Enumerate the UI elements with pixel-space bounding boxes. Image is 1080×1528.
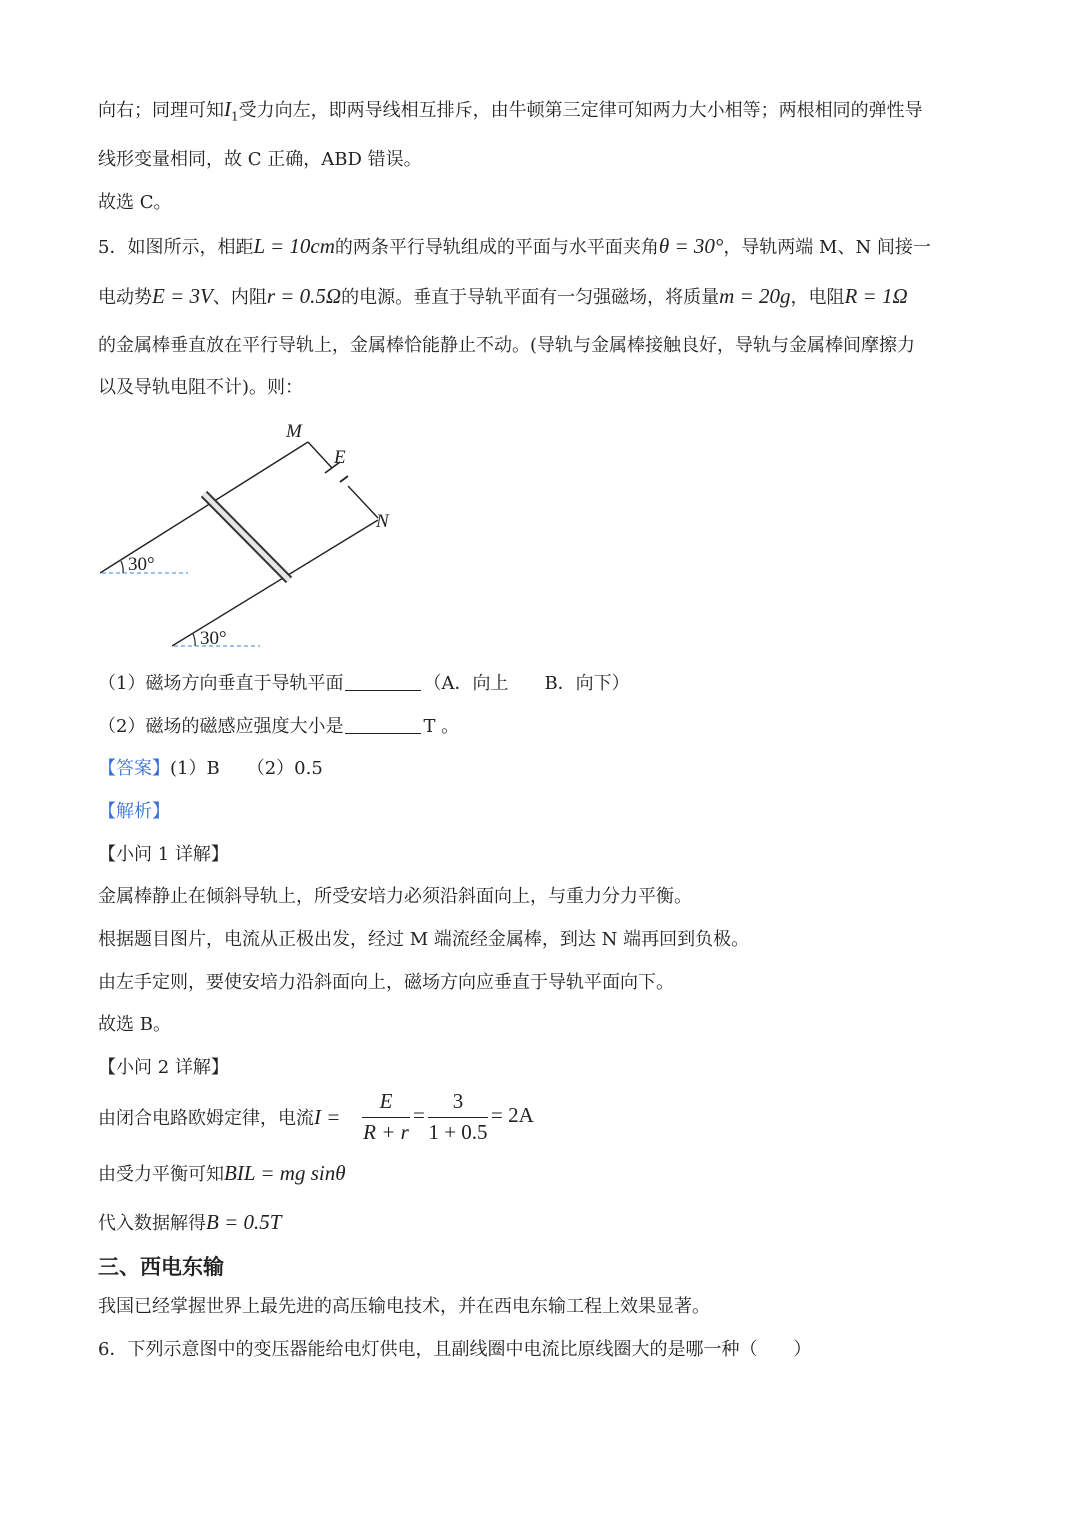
- text-line-1: [98, 96, 923, 130]
- question-5-line-2: [98, 283, 908, 311]
- detail-2-heading: 【小问 2 详解】: [98, 1057, 229, 1078]
- math-expr: R = 1Ω: [844, 284, 908, 308]
- answer-line: [98, 756, 323, 782]
- text-segment: T 。: [423, 716, 460, 737]
- text-segment: （1）磁场方向垂直于导轨平面: [98, 673, 344, 694]
- label-N: N: [376, 511, 389, 532]
- math-expr: θ = 30°: [658, 234, 724, 258]
- text-segment: 、内阻: [212, 287, 267, 308]
- detail-1-line-3: 由左手定则，要使安培力沿斜面向上，磁场方向应垂直于导轨平面向下。: [98, 972, 674, 993]
- incline-rail-diagram: [96, 418, 406, 658]
- math-expr: BIL = mg sinθ: [224, 1161, 346, 1185]
- wire-N: [348, 486, 378, 518]
- detail-2-line-2: [98, 1160, 346, 1188]
- wire-M: [308, 442, 332, 468]
- text-segment: 由受力平衡可知: [98, 1164, 224, 1185]
- text-segment: （A．向上 B．向下）: [423, 673, 630, 694]
- angle-label-bottom: 30°: [200, 628, 227, 649]
- text-segment: ，导轨两端 M、N 间接一: [723, 237, 931, 258]
- text-segment: ，电阻: [790, 287, 845, 308]
- metal-rod-inner: [204, 494, 289, 580]
- text-segment: 的两条平行导轨组成的平面与水平面夹角: [334, 237, 659, 258]
- subscript: 1: [231, 109, 239, 124]
- text-segment: 5．如图所示，相距: [98, 237, 254, 258]
- answer-tag: 【答案】: [98, 758, 170, 779]
- angle-arc-top: [121, 561, 123, 573]
- angle-arc-bottom: [193, 634, 195, 646]
- question-6: 6．下列示意图中的变压器能给电灯供电，且副线圈中电流比原线圈大的是哪一种（ ）: [98, 1339, 812, 1360]
- question-5-line-3: 的金属棒垂直放在平行导轨上，金属棒恰能静止不动。(导轨与金属棒接触良好，导轨与金属棒间摩擦力: [98, 335, 916, 356]
- text-segment: 受力向左，即两导线相互排斥，由牛顿第三定律可知两力大小相等；两根相同的弹性导: [238, 100, 923, 121]
- text-line-2: 线形变量相同，故 C 正确，ABD 错误。: [98, 149, 422, 170]
- answer-blank: [345, 715, 421, 734]
- analysis-tag: 【解析】: [98, 801, 170, 822]
- math-expr: I =: [314, 1105, 341, 1129]
- equals-sign: =: [413, 1103, 425, 1127]
- detail-2-line-3: [98, 1209, 281, 1237]
- fraction-denominator: 1 + 0.5: [428, 1120, 488, 1144]
- text-segment: 的电源。垂直于导轨平面有一匀强磁场，将质量: [341, 287, 720, 308]
- label-E: E: [334, 447, 346, 468]
- answer-text: (1）B （2）0.5: [170, 758, 323, 779]
- math-expr: r = 0.5Ω: [266, 284, 342, 308]
- text-segment: 由闭合电路欧姆定律，电流: [98, 1108, 314, 1129]
- math-symbol: I: [224, 97, 231, 121]
- math-expr: E = 3V: [152, 284, 213, 308]
- section-intro: 我国已经掌握世界上最先进的高压输电技术，并在西电东输工程上效果显著。: [98, 1296, 710, 1317]
- label-M: M: [286, 421, 302, 442]
- math-expr: L = 10cm: [253, 234, 335, 258]
- section-title: 三、西电东输: [98, 1255, 224, 1279]
- detail-1-heading: 【小问 1 详解】: [98, 844, 229, 865]
- fraction-denominator: R + r: [363, 1120, 409, 1144]
- detail-1-line-4: 故选 B。: [98, 1014, 171, 1035]
- detail-2-line-1: [98, 1104, 340, 1132]
- subquestion-2: [98, 714, 459, 740]
- question-5-line-4: 以及导轨电阻不计)。则：: [98, 377, 304, 398]
- text-segment: 向右；同理可知: [98, 100, 224, 121]
- text-segment: 代入数据解得: [98, 1213, 206, 1234]
- text-line-3: 故选 C。: [98, 192, 172, 213]
- math-expr: B = 0.5T: [206, 1210, 282, 1234]
- text-segment: （2）磁场的磁感应强度大小是: [98, 716, 344, 737]
- fraction-bar: [362, 1117, 410, 1118]
- fraction-E-over-Rr: [362, 1089, 410, 1147]
- fraction-numerator: E: [379, 1089, 393, 1113]
- fraction-numerator: 3: [452, 1089, 464, 1113]
- current-result: = 2A: [491, 1103, 534, 1127]
- detail-1-line-2: 根据题目图片，电流从正极出发，经过 M 端流经金属棒，到达 N 端再回到负极。: [98, 929, 750, 950]
- math-expr: m = 20g: [719, 284, 791, 308]
- text-segment: 电动势: [98, 287, 152, 308]
- answer-blank: [345, 672, 421, 691]
- question-5-line-1: [98, 233, 931, 261]
- fraction-3-over-1.5: [428, 1089, 488, 1147]
- angle-label-top: 30°: [128, 554, 155, 575]
- subquestion-1: [98, 671, 630, 697]
- battery-plate-short: [340, 476, 348, 482]
- fraction-bar: [428, 1117, 488, 1118]
- detail-1-line-1: 金属棒静止在倾斜导轨上，所受安培力必须沿斜面向上，与重力分力平衡。: [98, 886, 692, 907]
